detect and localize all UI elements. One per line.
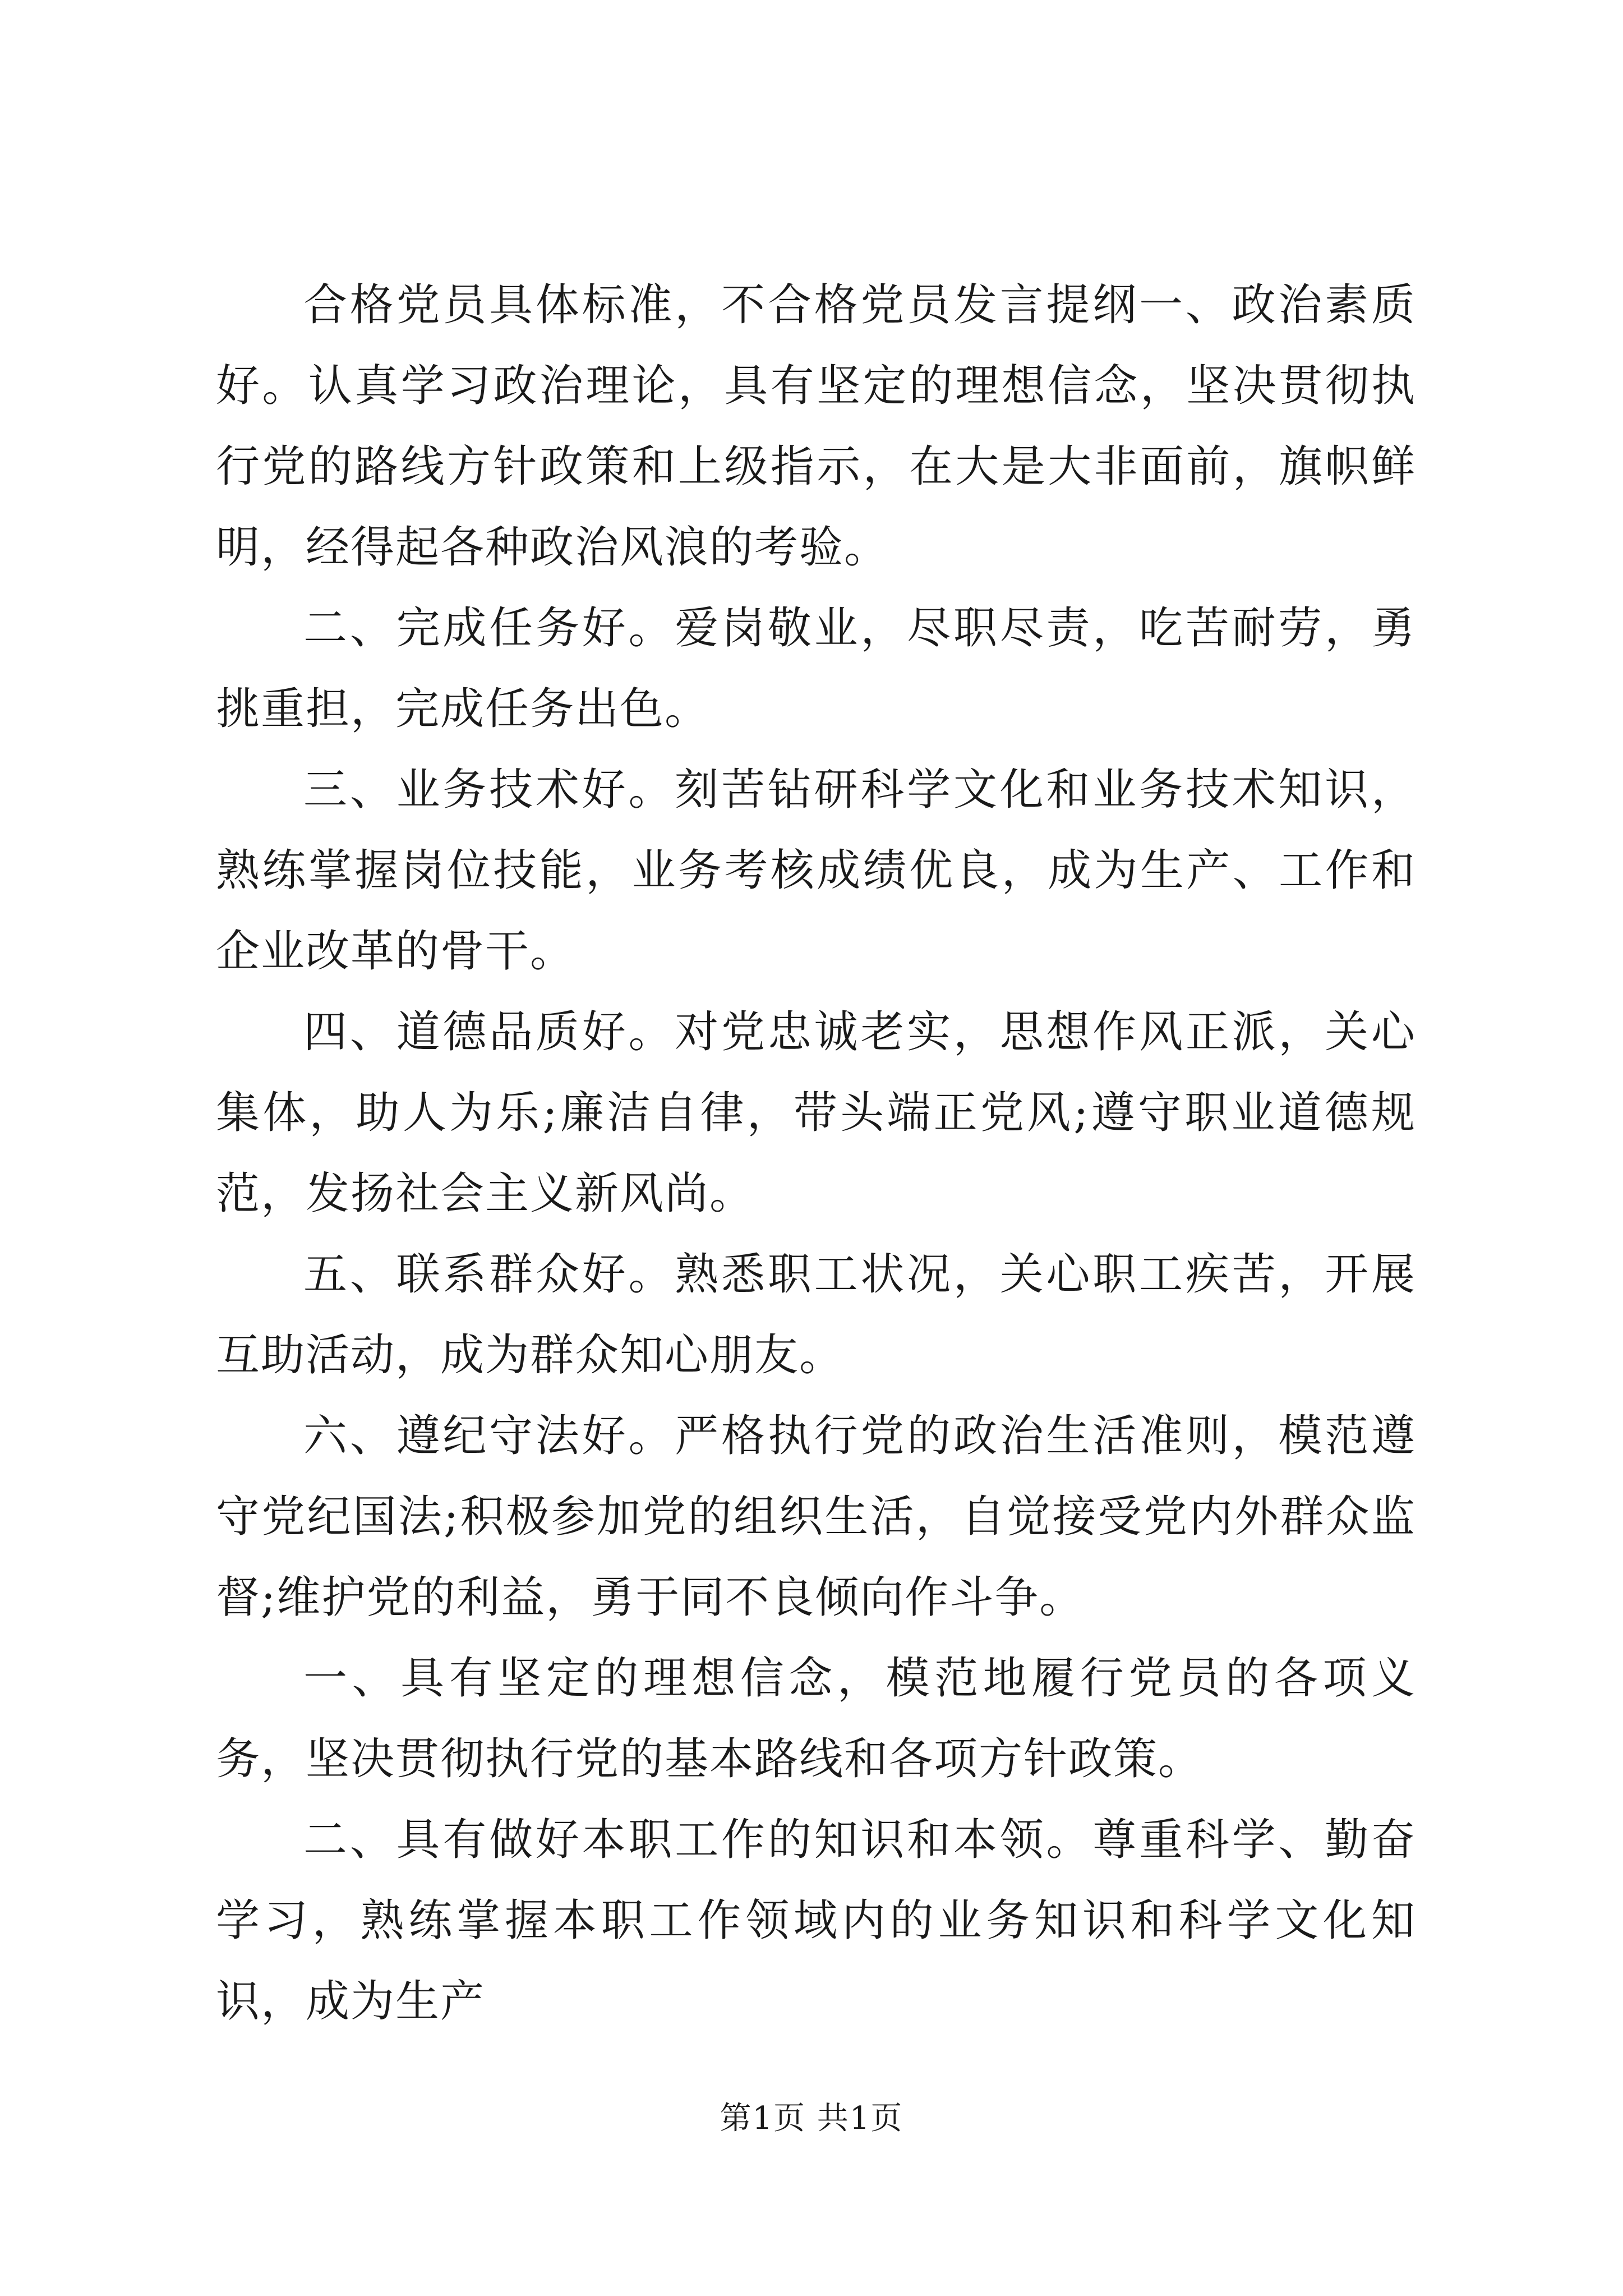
paragraph-8: 二、具有做好本职工作的知识和本领。尊重科学、勤奋学习，熟练掌握本职工作领域内的业务知识和科学文化知识，成为生产 <box>216 1815 1416 2027</box>
paragraph-2: 二、完成任务好。爱岗敬业，尽职尽责，吃苦耐劳，勇挑重担，完成任务出色。 <box>216 603 1416 734</box>
page-footer: 第1页 共1页 <box>720 2100 903 2137</box>
paragraph-4: 四、道德品质好。对党忠诚老实，思想作风正派，关心集体，助人为乐;廉洁自律，带头端正党风;遵守职业道德规范，发扬社会主义新风尚。 <box>216 1007 1416 1219</box>
paragraph-1: 合格党员具体标准，不合格党员发言提纲一、政治素质好。认真学习政治理论，具有坚定的理想信念，坚决贯彻执行党的路线方针政策和上级指示，在大是大非面前，旗帜鲜明，经得起各种政治风浪的考验。 <box>216 280 1416 573</box>
paragraph-6: 六、遵纪守法好。严格执行党的政治生活准则，模范遵守党纪国法;积极参加党的组织生活，自觉接受党内外群众监督;维护党的利益，勇于同不良倾向作斗争。 <box>216 1411 1416 1623</box>
paragraph-3: 三、业务技术好。刻苦钻研科学文化和业务技术知识，熟练掌握岗位技能，业务考核成绩优良，成为生产、工作和企业改革的骨干。 <box>216 765 1416 977</box>
document-body <box>216 265 1416 2042</box>
paragraph-7: 一、具有坚定的理想信念，模范地履行党员的各项义务，坚决贯彻执行党的基本路线和各项方针政策。 <box>216 1653 1416 1784</box>
paragraph-5: 五、联系群众好。熟悉职工状况，关心职工疾苦，开展互助活动，成为群众知心朋友。 <box>216 1249 1416 1381</box>
